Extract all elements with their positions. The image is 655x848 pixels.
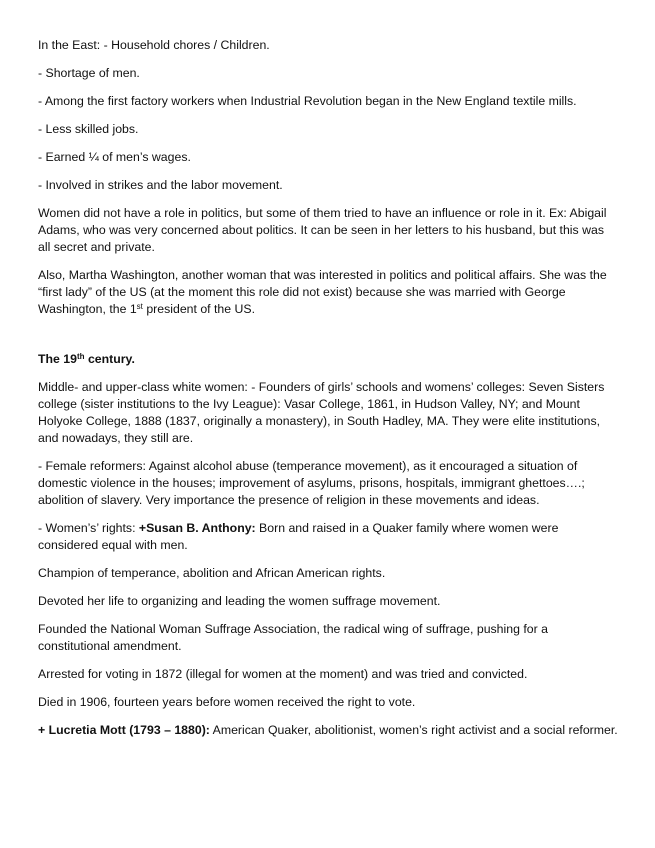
paragraph-less-skilled: - Less skilled jobs. xyxy=(38,122,139,136)
paragraph-died: Died in 1906, fourteen years before women received the right to vote. xyxy=(38,695,416,709)
document-page xyxy=(38,37,618,750)
paragraph-east-chores: In the East: - Household chores / Children. xyxy=(38,38,270,52)
heading-text-before: The 19 xyxy=(38,352,77,366)
womens-rights-text-after: Born and raised in a Quaker family where women were considered equal with men. xyxy=(38,521,559,552)
susan-anthony-name: +Susan B. Anthony: xyxy=(138,521,256,535)
paragraph-factory-workers: - Among the first factory workers when Industrial Revolution began in the New England textile mills. xyxy=(38,94,577,108)
paragraph-strikes: - Involved in strikes and the labor movement. xyxy=(38,178,283,192)
paragraph-womens-rights xyxy=(38,520,618,554)
martha-text-after: president of the US. xyxy=(142,302,256,316)
heading-text-after: century. xyxy=(84,352,135,366)
womens-rights-text-before: - Women’s’ rights: xyxy=(38,521,139,535)
paragraph-devoted: Devoted her life to organizing and leading the women suffrage movement. xyxy=(38,594,441,608)
paragraph-colleges: Middle- and upper-class white women: - Founders of girls’ schools and womens’ colleges: Seven Sisters college (sister institutions to the Ivy League): Vasar College, 1861, in Hudson Valley, NY; and Mount Holyoke College, 1888 (1837, originally a monastery), in South Hadley, MA. They were elite institutions, and nowadays, they still are. xyxy=(38,380,605,445)
section-heading-19th-century xyxy=(38,351,618,368)
lucretia-text-after: American Quaker, abolitionist, women’s right activist and a social reformer. xyxy=(209,723,618,737)
paragraph-female-reformers: - Female reformers: Against alcohol abuse (temperance movement), as it encouraged a situation of domestic violence in the houses; improvement of asylums, prisons, hospitals, immigrant ghettoes….; abolition of slavery. Very importance the presence of religion in these movements and ideas. xyxy=(38,459,585,507)
paragraph-shortage-men: - Shortage of men. xyxy=(38,66,140,80)
paragraph-wages: - Earned ¼ of men’s wages. xyxy=(38,150,191,164)
paragraph-politics-abigail: Women did not have a role in politics, but some of them tried to have an influence or role in it. Ex: Abigail Adams, who was very concerned about politics. It can be seen in her letters to his husband, but this was all secret and private. xyxy=(38,206,607,254)
section-spacer xyxy=(38,329,618,351)
martha-text-before: Also, Martha Washington, another woman that was interested in politics and political affairs. She was the “first lady” of the US (at the moment this role did not exist) because she was married with George Washington, the 1 xyxy=(38,268,607,316)
lucretia-mott-name: + Lucretia Mott (1793 – 1880): xyxy=(38,723,210,737)
paragraph-martha-washington xyxy=(38,267,618,318)
heading-superscript: th xyxy=(76,352,85,361)
paragraph-lucretia-mott xyxy=(38,722,618,739)
paragraph-arrested: Arrested for voting in 1872 (illegal for women at the moment) and was tried and convicted. xyxy=(38,667,528,681)
martha-superscript: st xyxy=(136,302,143,311)
paragraph-champion: Champion of temperance, abolition and African American rights. xyxy=(38,566,386,580)
paragraph-founded-nwsa: Founded the National Woman Suffrage Association, the radical wing of suffrage, pushing for a constitutional amendment. xyxy=(38,622,548,653)
